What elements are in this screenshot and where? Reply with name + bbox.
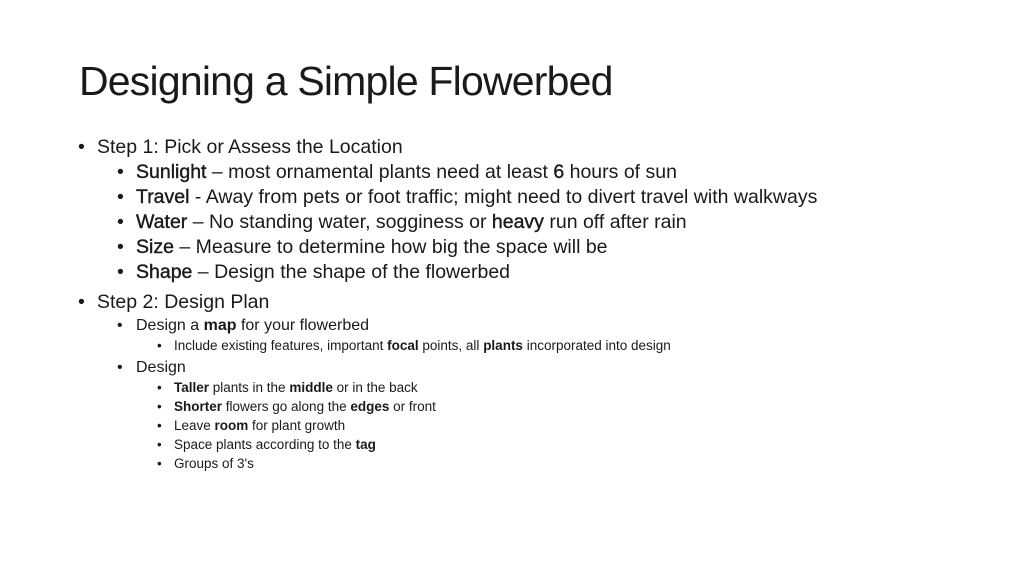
size-text: – Measure to determine how big the space will be (173, 236, 608, 258)
shorter-mid: flowers go along the (222, 399, 351, 414)
sunlight-hours-number: 6 (553, 161, 565, 183)
bullet-icon: • (78, 291, 85, 313)
bullet-icon: • (117, 317, 123, 334)
design-item (78, 357, 978, 378)
taller-post: or in the back (332, 380, 418, 395)
bullet-icon: • (117, 211, 124, 233)
bullet-icon: • (117, 359, 123, 376)
sunlight-text-pre: – most ornamental plants need at least (206, 161, 554, 183)
bullet-icon: • (157, 418, 162, 433)
map-subitem (78, 336, 978, 355)
bullet-icon: • (157, 380, 162, 395)
step2-bullet (78, 289, 978, 315)
design-subitem-tag (78, 435, 978, 454)
room-pre: Leave (174, 418, 215, 433)
design-map-pre: Design a (136, 317, 204, 334)
design-map-bold: map (203, 317, 237, 334)
water-item (78, 210, 978, 235)
shape-text: – Design the shape of the flowerbed (192, 261, 511, 283)
middle-bold: middle (289, 380, 333, 395)
map-sub-post: incorporated into design (522, 338, 671, 353)
shape-keyword: Shape (136, 261, 193, 283)
travel-item (78, 185, 978, 210)
travel-keyword: Travel (136, 186, 190, 208)
water-keyword: Water (136, 211, 188, 233)
bullet-icon: • (157, 338, 162, 353)
design-map-item (78, 315, 978, 336)
water-text-post: run off after rain (543, 211, 687, 233)
bullet-icon: • (157, 399, 162, 414)
design-subitem-taller (78, 378, 978, 397)
step1-label: Step 1: Pick or Assess the Location (97, 136, 403, 158)
shorter-post: or front (389, 399, 436, 414)
taller-mid: plants in the (209, 380, 290, 395)
water-text-pre: – No standing water, sogginess or (187, 211, 492, 233)
design-subitem-room (78, 416, 978, 435)
tag-pre: Space plants according to the (174, 437, 356, 452)
slide-body (78, 134, 978, 473)
tag-bold: tag (355, 437, 376, 452)
sunlight-text-post: hours of sun (564, 161, 677, 183)
sunlight-item (78, 160, 978, 185)
design-subitem-groups (78, 454, 978, 473)
bullet-icon: • (117, 236, 124, 258)
water-heavy-word: heavy (491, 211, 544, 233)
slide-title: Designing a Simple Flowerbed (79, 58, 613, 104)
room-post: for plant growth (248, 418, 346, 433)
groups-text: Groups of 3's (174, 456, 254, 471)
bullet-icon: • (117, 161, 124, 183)
edges-bold: edges (350, 399, 390, 414)
bullet-icon: • (117, 261, 124, 283)
bullet-icon: • (157, 437, 162, 452)
size-keyword: Size (136, 236, 174, 258)
bullet-icon: • (78, 136, 85, 158)
sunlight-keyword: Sunlight (136, 161, 207, 183)
size-item (78, 235, 978, 260)
map-sub-focal: focal (387, 338, 419, 353)
bullet-icon: • (117, 186, 124, 208)
shorter-bold: Shorter (174, 399, 223, 414)
map-sub-pre: Include existing features, important (174, 338, 388, 353)
map-sub-plants: plants (483, 338, 523, 353)
map-sub-mid: points, all (418, 338, 484, 353)
design-label: Design (136, 359, 186, 376)
taller-bold: Taller (174, 380, 210, 395)
step2-label: Step 2: Design Plan (97, 291, 270, 313)
room-bold: room (214, 418, 249, 433)
design-subitem-shorter (78, 397, 978, 416)
shape-item (78, 260, 978, 285)
step1-bullet (78, 134, 978, 160)
bullet-icon: • (157, 456, 162, 471)
design-map-post: for your flowerbed (236, 317, 370, 334)
travel-text: - Away from pets or foot traffic; might need to divert travel with walkways (189, 186, 818, 208)
